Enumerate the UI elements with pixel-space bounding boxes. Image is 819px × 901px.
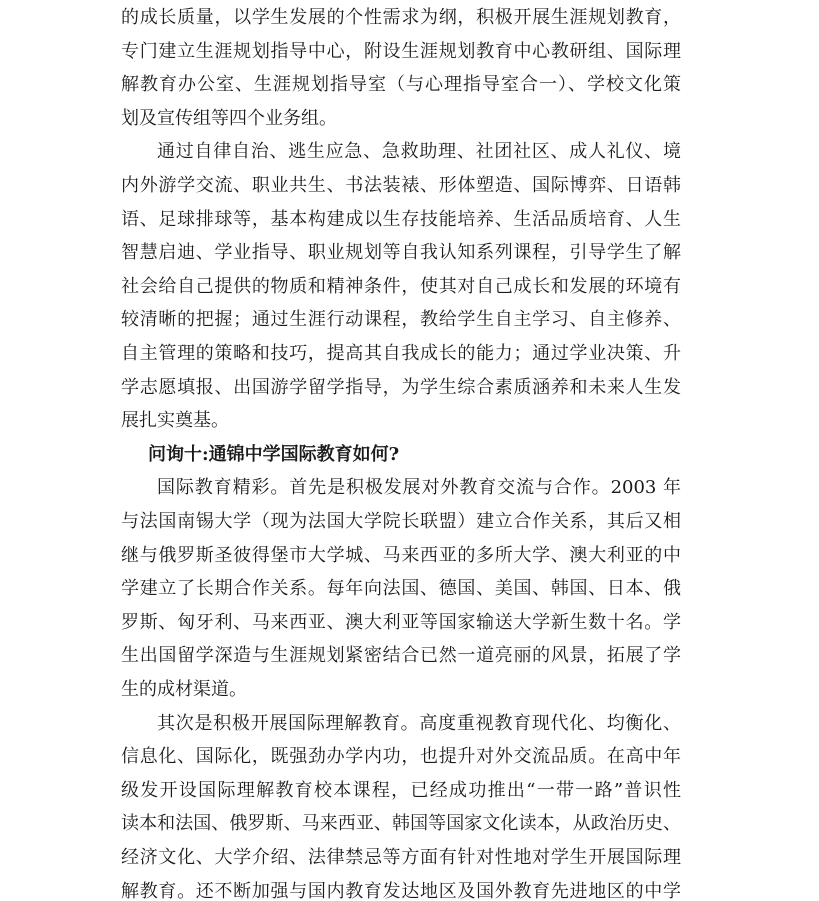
text-line: 展扎实奠基。 [121, 410, 229, 432]
text-line: 经济文化、大学介绍、法律禁忌等方面有针对性地对学生开展国际理 [121, 847, 681, 868]
text-line: 与法国南锡大学（现为法国大学院长联盟）建立合作关系，其后又相 [121, 511, 681, 532]
text-line: 自主管理的策略和技巧，提高其自我成长的能力；通过学业决策、升 [121, 343, 681, 364]
text-line: 生的成材渠道。 [121, 679, 247, 700]
text-line: 智慧启迪、学业指导、职业规划等自我认知系列课程，引导学生了解 [121, 242, 681, 264]
text-line: 学建立了长期合作关系。每年向法国、德国、美国、韩国、日本、俄 [121, 578, 681, 600]
text-line: 国际教育精彩。首先是积极发展对外教育交流与合作。2003 年 [157, 477, 681, 499]
text-line: 生出国留学深造与生涯规划紧密结合已然一道亮丽的风景，拓展了学 [121, 645, 681, 667]
text-line: 其次是积极开展国际理解教育。高度重视教育现代化、均衡化、 [157, 712, 681, 734]
text-line: 罗斯、匈牙利、马来西亚、澳大利亚等国家输送大学新生数十名。学 [121, 611, 681, 633]
text-line: 继与俄罗斯圣彼得堡市大学城、马来西亚的多所大学、澳大利亚的中 [121, 544, 681, 566]
text-line: 专门建立生涯规划指导中心，附设生涯规划教育中心教研组、国际理 [121, 40, 681, 62]
text-line: 划及宣传组等四个业务组。 [121, 107, 337, 129]
text-line: 语、足球排球等，基本构建成以生存技能培养、生活品质培育、人生 [121, 208, 681, 230]
text-line: 较清晰的把握；通过生涯行动课程，教给学生自主学习、自主修养、 [121, 309, 681, 331]
text-line: 的成长质量，以学生发展的个性需求为纲，积极开展生涯规划教育， [121, 7, 681, 28]
text-line: 通过自律自治、逃生应急、急救助理、社团社区、成人礼仪、境 [157, 141, 681, 163]
text-line: 信息化、国际化，既强劲办学内功，也提升对外交流品质。在高中年 [121, 746, 681, 768]
text-line: 读本和法国、俄罗斯、马来西亚、韩国等国家文化读本，从政治历史、 [121, 813, 681, 835]
section-heading: 问询十:通锦中学国际教育如何? [148, 443, 400, 465]
text-line: 解教育。还不断加强与国内教育发达地区及国外教育先进地区的中学 [121, 880, 681, 901]
text-line: 内外游学交流、职业共生、书法装裱、形体塑造、国际博弈、日语韩 [121, 175, 681, 196]
text-line: 级发开设国际理解教育校本课程，已经成功推出“一带一路”普识性 [121, 779, 681, 801]
text-line: 解教育办公室、生涯规划指导室（与心理指导室合一）、学校文化策 [121, 74, 681, 96]
text-line: 社会给自己提供的物质和精神条件，使其对自己成长和发展的环境有 [121, 275, 681, 297]
text-line: 学志愿填报、出国游学留学指导，为学生综合素质涵养和未来人生发 [121, 376, 681, 398]
